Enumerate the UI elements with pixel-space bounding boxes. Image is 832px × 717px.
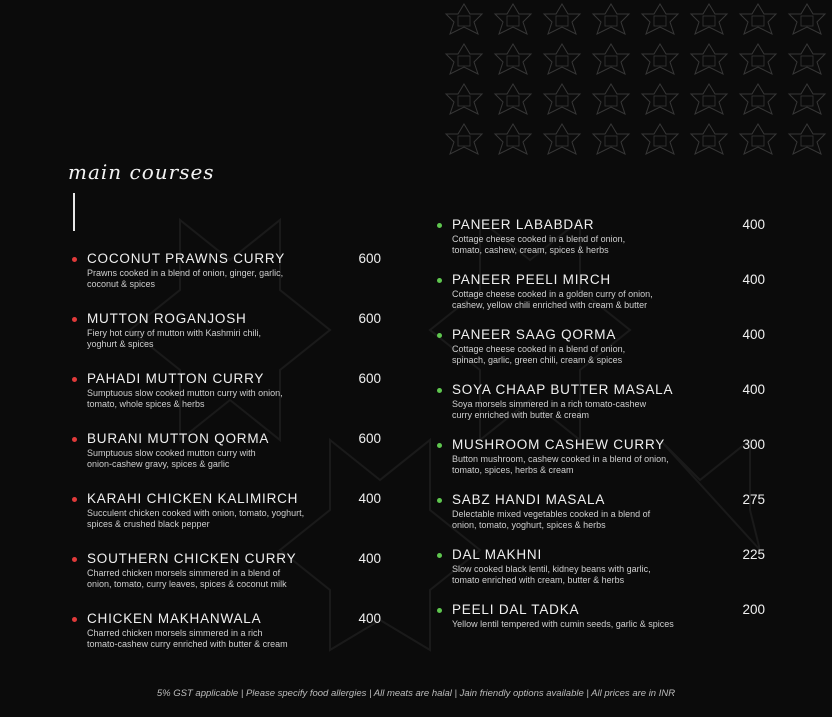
menu-item (437, 602, 765, 646)
item-name: COCONUT PRAWNS CURRY (87, 251, 286, 266)
item-price: 400 (358, 611, 381, 626)
item-description-line: Sumptuous slow cooked mutton curry with (87, 448, 256, 458)
item-name: BURANI MUTTON QORMA (87, 431, 270, 446)
menu-item (437, 217, 765, 261)
bullet-icon (72, 437, 77, 442)
item-price: 600 (358, 251, 381, 266)
item-description-line: Delectable mixed vegetables cooked in a blend of (452, 509, 651, 519)
bullet-icon (72, 497, 77, 502)
item-description (452, 564, 651, 586)
item-description (452, 344, 625, 366)
item-description-line: onion, tomato, curry leaves, spices & coconut milk (87, 579, 287, 589)
item-description (452, 619, 674, 630)
item-description-line: Yellow lentil tempered with cumin seeds, garlic & spices (452, 619, 674, 629)
bullet-icon (437, 608, 442, 613)
decorative-pattern (440, 0, 832, 160)
bullet-icon (72, 317, 77, 322)
item-price: 400 (742, 327, 765, 342)
item-description-line: Sumptuous slow cooked mutton curry with onion, (87, 388, 283, 398)
item-price: 200 (742, 602, 765, 617)
item-name: SOUTHERN CHICKEN CURRY (87, 551, 297, 566)
item-description-line: onion, tomato, yoghurt, spices & herbs (452, 520, 606, 530)
item-name: MUSHROOM CASHEW CURRY (452, 437, 666, 452)
item-name: DAL MAKHNI (452, 547, 543, 562)
item-price: 600 (358, 371, 381, 386)
item-description-line: yoghurt & spices (87, 339, 154, 349)
title-divider (73, 193, 75, 231)
item-description-line: spices & crushed black pepper (87, 519, 210, 529)
section-title: main courses (68, 160, 215, 184)
item-name: PANEER SAAG QORMA (452, 327, 617, 342)
item-name: PANEER PEELI MIRCH (452, 272, 611, 287)
menu-item (72, 551, 381, 595)
menu-item (437, 327, 765, 371)
menu-item (72, 431, 381, 475)
item-description-line: Fiery hot curry of mutton with Kashmiri chili, (87, 328, 262, 338)
item-description-line: tomato, whole spices & herbs (87, 399, 205, 409)
item-price: 600 (358, 431, 381, 446)
item-description-line: onion-cashew gravy, spices & garlic (87, 459, 230, 469)
item-description-line: Button mushroom, cashew cooked in a blend of onion, (452, 454, 669, 464)
item-description-line: cashew, yellow chili enriched with cream & butter (452, 300, 648, 310)
item-price: 300 (742, 437, 765, 452)
item-description-line: tomato enriched with cream, butter & herbs (452, 575, 625, 585)
item-description-line: Cottage cheese cooked in a blend of onion, (452, 234, 626, 244)
item-price: 400 (358, 491, 381, 506)
item-description (87, 508, 304, 530)
bullet-icon (437, 388, 442, 393)
menu-item (72, 251, 381, 295)
item-description (452, 454, 669, 476)
item-description-line: Charred chicken morsels simmered in a rich (87, 628, 263, 638)
item-description-line: Cottage cheese cooked in a blend of onion, (452, 344, 626, 354)
item-price: 400 (742, 217, 765, 232)
item-name: MUTTON ROGANJOSH (87, 311, 247, 326)
item-price: 400 (358, 551, 381, 566)
item-description-line: tomato, spices, herbs & cream (452, 465, 574, 475)
item-name: PAHADI MUTTON CURRY (87, 371, 265, 386)
item-description-line: Cottage cheese cooked in a golden curry of onion, (452, 289, 653, 299)
item-name: KARAHI CHICKEN KALIMIRCH (87, 491, 299, 506)
item-description-line: Charred chicken morsels simmered in a blend of (87, 568, 281, 578)
item-price: 600 (358, 311, 381, 326)
menu-item (72, 371, 381, 415)
menu-item (437, 547, 765, 591)
item-description-line: Prawns cooked in a blend of onion, ginger, garlic, (87, 268, 284, 278)
bullet-icon (72, 617, 77, 622)
item-price: 225 (742, 547, 765, 562)
bullet-icon (437, 278, 442, 283)
menu-item (437, 437, 765, 481)
item-name: SOYA CHAAP BUTTER MASALA (452, 382, 674, 397)
footer-note: 5% GST applicable | Please specify food allergies | All meats are halal | Jain friendly options available | All prices are in INR (156, 688, 676, 699)
item-description (87, 448, 256, 470)
bullet-icon (72, 557, 77, 562)
bullet-icon (72, 257, 77, 262)
item-description-line: coconut & spices (87, 279, 156, 289)
item-name: PANEER LABABDAR (452, 217, 595, 232)
menu-item (437, 382, 765, 426)
item-description (87, 568, 287, 590)
item-price: 400 (742, 382, 765, 397)
bullet-icon (437, 498, 442, 503)
item-description (87, 388, 283, 410)
item-name: SABZ HANDI MASALA (452, 492, 606, 507)
item-description-line: Succulent chicken cooked with onion, tomato, yoghurt, (87, 508, 305, 518)
menu-item (72, 311, 381, 355)
bullet-icon (437, 333, 442, 338)
bullet-icon (72, 377, 77, 382)
bullet-icon (437, 443, 442, 448)
bullet-icon (437, 553, 442, 558)
menu-item (72, 491, 381, 535)
item-description-line: Soya morsels simmered in a rich tomato-cashew (452, 399, 647, 409)
item-price: 275 (742, 492, 765, 507)
item-description-line: tomato-cashew curry enriched with butter & cream (87, 639, 288, 649)
item-description-line: tomato, cashew, cream, spices & herbs (452, 245, 609, 255)
item-description-line: Slow cooked black lentil, kidney beans with garlic, (452, 564, 651, 574)
menu-item (437, 492, 765, 536)
item-description (452, 289, 653, 311)
menu-item (72, 611, 381, 655)
item-description (87, 628, 288, 650)
item-description (87, 268, 283, 290)
item-price: 400 (742, 272, 765, 287)
menu-item (437, 272, 765, 316)
item-description (452, 399, 646, 421)
item-description (452, 509, 650, 531)
item-description (87, 328, 261, 350)
item-description (452, 234, 625, 256)
item-name: PEELI DAL TADKA (452, 602, 580, 617)
item-description-line: spinach, garlic, green chili, cream & spices (452, 355, 623, 365)
item-description-line: curry enriched with butter & cream (452, 410, 590, 420)
item-name: CHICKEN MAKHANWALA (87, 611, 262, 626)
bullet-icon (437, 223, 442, 228)
